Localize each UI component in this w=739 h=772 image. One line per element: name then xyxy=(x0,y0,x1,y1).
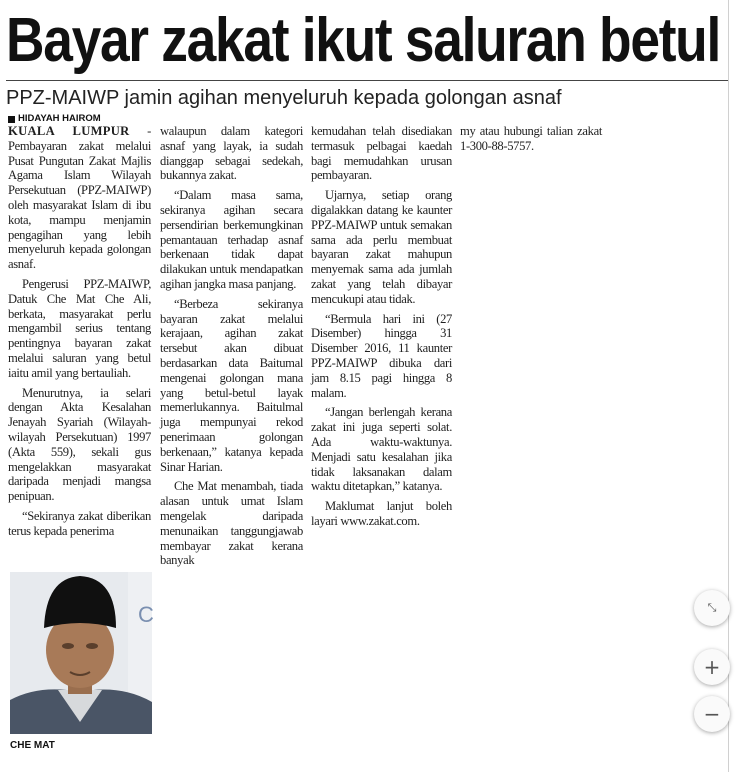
paragraph: Pengerusi PPZ-MAIWP, Datuk Che Mat Che Ali, berkata, masyarakat perlu mengambil serius tentang pentingnya bayaran zakat melalui saluran yang betul iaitu amil yang bertauliah. xyxy=(8,276,151,380)
paragraph: Ujarnya, setiap orang digalakkan datang ke kaunter PPZ-MAIWP untuk semakan sama ada perlu membuat bayaran zakat mahupun menyemak sama ada jumlah zakat yang telah dibayar mencukupi atau tidak. xyxy=(311,188,452,306)
zoom-in-button[interactable] xyxy=(694,649,730,685)
page-edge-divider xyxy=(728,0,729,772)
fit-screen-button[interactable] xyxy=(694,590,730,626)
article-column-1 xyxy=(8,124,151,539)
portrait-photo xyxy=(10,572,152,734)
headline: Bayar zakat ikut saluran betul xyxy=(6,6,720,75)
paragraph: “Berbeza sekiranya bayaran zakat melalui kerajaan, agihan zakat tersebut akan dibuat berdasarkan data Baitumal mengenai golongan mana yang betul-betul layak memerlukannya. Baitulmal juga mempunyai rekod penerimaan golongan berkenaan,” katanya kepada Sinar Harian. xyxy=(160,296,303,474)
paragraph-text: Pembayaran zakat melalui Pusat Pungutan Zakat Majlis Agama Islam Wilayah Persekutuan (PPZ-MAIWP) oleh masyarakat Islam di ibu kota, mampu menjamin pengagihan yang lebih menyeluruh kepada golongan asnaf. xyxy=(8,138,151,272)
paragraph: kemudahan telah disediakan termasuk pelbagai kaedah bagi memudahkan urusan pembayaran. xyxy=(311,124,452,183)
paragraph: “Bermula hari ini (27 Disember) hingga 31 Disember 2016, 11 kaunter PPZ-MAIWP dibuka dari jam 8.15 pagi hingga 8 malam. xyxy=(311,311,452,400)
paragraph: Menurutnya, ia selari dengan Akta Kesalahan Jenayah Syariah (Wilayah-wilayah Persekutuan) 1997 (Akta 559), sekali gus mengelakkan masyarakat daripada menjadi mangsa penipuan. xyxy=(8,385,151,504)
article-column-2 xyxy=(160,124,303,568)
article-column-3 xyxy=(311,124,452,529)
dateline: KUALA LUMPUR xyxy=(8,124,130,138)
paragraph: “Dalam masa sama, sekiranya agihan secara persendirian berkemungkinan pemantauan terhadap asnaf berkenaan tidak dapat dilakukan untuk mendapatkan agihan jangka masa panjang. xyxy=(160,188,303,291)
headline-divider xyxy=(6,80,728,81)
fit-screen-icon: ⤡ xyxy=(707,601,717,614)
svg-text:C: C xyxy=(138,602,154,627)
paragraph: KUALA LUMPUR - Pembayaran zakat melalui Pusat Pungutan Zakat Majlis Agama Islam Wilayah Persekutuan (PPZ-MAIWP) oleh masyarakat Islam di ibu kota, mampu menjamin pengagihan yang lebih menyeluruh kepada golongan asnaf. xyxy=(8,124,151,272)
minus-icon: − xyxy=(703,702,721,726)
paragraph: Maklumat lanjut boleh layari www.zakat.com. xyxy=(311,499,452,528)
paragraph: walaupun dalam kategori asnaf yang layak, ia sudah dianggap sebagai sedekah, bukannya zakat. xyxy=(160,124,303,183)
paragraph: my atau hubungi talian zakat 1-300-88-5757. xyxy=(460,124,602,153)
photo-caption: CHE MAT xyxy=(10,740,55,751)
paragraph: “Jangan berlengah kerana zakat ini juga seperti solat. Ada waktu-waktunya. Menjadi satu kesalahan jika tidak laksanakan dalam waktu ditetapkan,” katanya. xyxy=(311,405,452,494)
byline-square-icon xyxy=(8,116,15,123)
portrait-illustration xyxy=(10,572,152,734)
plus-icon: + xyxy=(703,655,721,679)
zoom-out-button[interactable] xyxy=(694,696,730,732)
article-column-4 xyxy=(460,124,602,154)
paragraph: “Sekiranya zakat diberikan terus kepada penerima xyxy=(8,508,151,538)
subheadline: PPZ-MAIWP jamin agihan menyeluruh kepada golongan asnaf xyxy=(6,87,562,109)
byline-author: HIDAYAH HAIROM xyxy=(18,113,101,124)
paragraph: Che Mat menambah, tiada alasan untuk umat Islam mengelak daripada menunaikan tanggungjawab membayar zakat kerana banyak xyxy=(160,479,303,568)
